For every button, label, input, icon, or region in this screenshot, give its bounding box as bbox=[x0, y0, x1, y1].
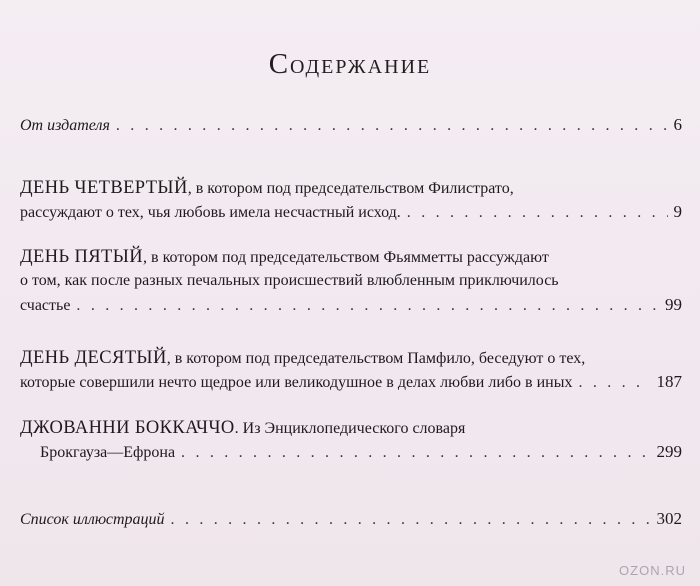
toc-entry-day-four[interactable] bbox=[20, 176, 682, 224]
toc-entry-title: От издателя bbox=[20, 117, 110, 134]
toc-page-number: 6 bbox=[673, 115, 682, 134]
toc-page-number: 99 bbox=[665, 295, 682, 314]
toc-entry-text: рассуждают о тех, чья любовь имела несчастный исход. bbox=[20, 204, 401, 221]
dot-leader bbox=[407, 201, 668, 224]
toc-page-number: 302 bbox=[656, 509, 682, 528]
toc-entry-text: . Из Энциклопедического словаря bbox=[234, 420, 466, 437]
ozon-watermark: OZON.RU bbox=[619, 563, 686, 578]
dot-leader bbox=[181, 441, 650, 464]
toc-entry-heading: ДЕНЬ ЧЕТВЕРТЫЙ bbox=[20, 178, 188, 198]
page-title: Содержание bbox=[268, 48, 432, 80]
toc-entry-text: , в котором под председательством Памфило, беседуют о тех, bbox=[166, 350, 586, 367]
toc-page-number: 187 bbox=[656, 372, 682, 391]
toc-entry-text: , в котором под председательством Филистрато, bbox=[187, 180, 514, 197]
toc-entry-heading: ДЕНЬ ДЕСЯТЫЙ bbox=[20, 348, 167, 368]
toc-entry-illustrations[interactable] bbox=[20, 507, 682, 531]
toc-entry-title: Список иллюстраций bbox=[20, 511, 165, 528]
dot-leader bbox=[116, 114, 668, 137]
toc-entry-heading: ДЖОВАННИ БОККАЧЧО bbox=[20, 418, 235, 438]
toc-entry-text: счастье bbox=[20, 297, 71, 314]
toc-entry-text: о том, как после разных печальных происшествий влюбленным приключилось bbox=[20, 272, 559, 289]
dot-leader bbox=[171, 508, 651, 531]
toc-entry-day-five[interactable] bbox=[20, 245, 682, 317]
toc-entry-publisher[interactable] bbox=[20, 113, 682, 137]
toc-entry-day-ten[interactable] bbox=[20, 346, 682, 394]
toc-entry-text: которые совершили нечто щедрое или великодушное в делах любви либо в иных bbox=[20, 374, 573, 391]
dot-leader bbox=[76, 294, 659, 317]
toc-entry-text: , в котором под председательством Фьямметты рассуждают bbox=[143, 249, 549, 266]
toc-entry-boccaccio[interactable] bbox=[20, 416, 682, 464]
toc-page-number: 9 bbox=[673, 202, 682, 221]
toc-page-number: 299 bbox=[656, 442, 682, 461]
toc-entry-heading: ДЕНЬ ПЯТЫЙ bbox=[20, 247, 144, 267]
toc-entry-text: Брокгауза—Ефрона bbox=[40, 444, 176, 461]
dot-leader bbox=[578, 371, 650, 394]
